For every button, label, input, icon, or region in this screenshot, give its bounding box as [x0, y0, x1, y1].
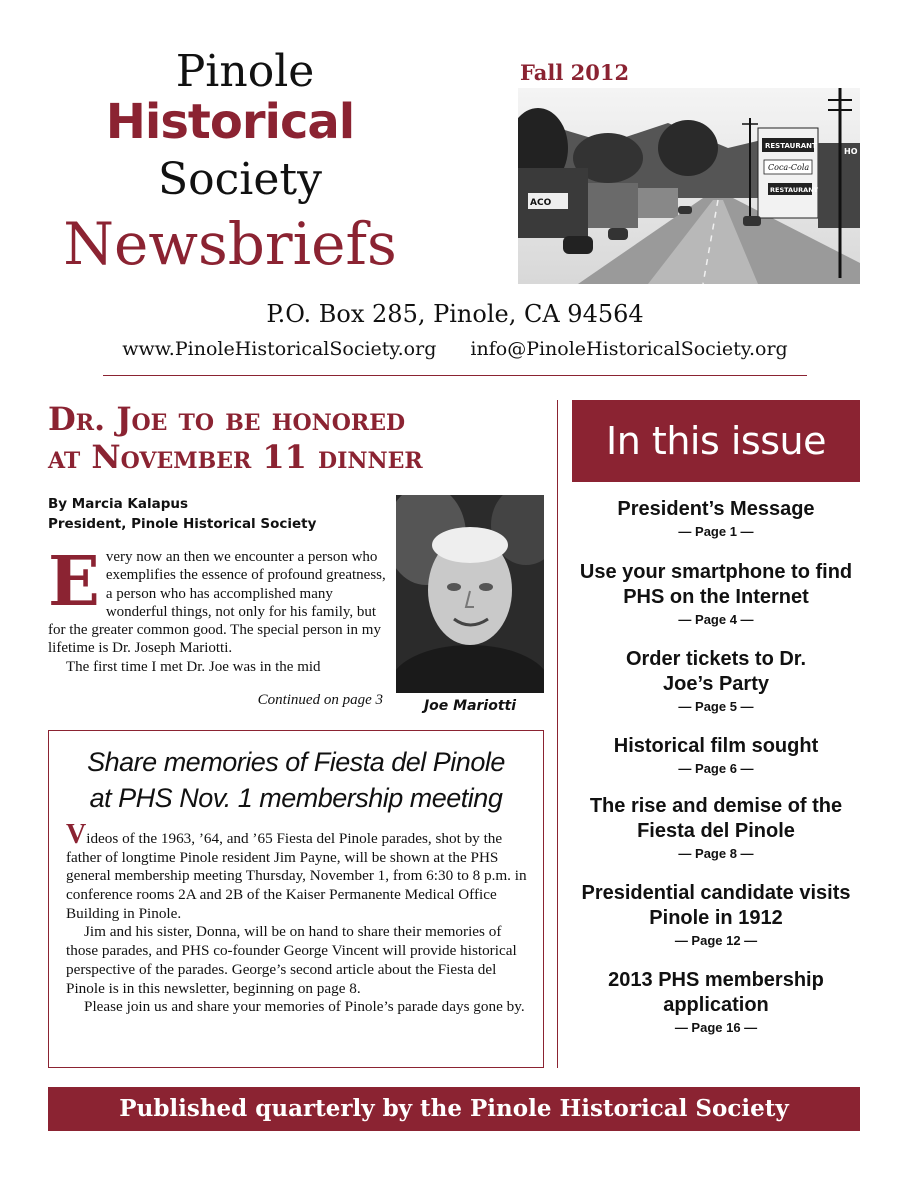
- toc-item-title: Order tickets to Dr. Joe’s Party: [625, 648, 807, 695]
- photo-caption: Joe Mariotti: [423, 698, 517, 714]
- toc-item-page: — Page 16 —: [674, 1020, 758, 1035]
- article-headline: [48, 400, 548, 477]
- toc-item-title: The rise and demise of the Fiesta del Pinole: [589, 795, 843, 842]
- toc-item-title: Historical film sought: [613, 735, 819, 757]
- fiesta-paragraph-2: Jim and his sister, Donna, will be on hand to share their memories of those parades, and PHS co-founder George Vincent will provide historical perspective of the parades. George’s second article about the Fiesta del Pinole is in this newsletter, beginning on page 8.: [66, 923, 517, 997]
- fiesta-paragraph-1: [66, 819, 530, 923]
- toc-item-page: — Page 1 —: [678, 524, 754, 539]
- headline-line-1: Dr. Joe to be honored: [48, 400, 406, 438]
- toc-item-page: — Page 5 —: [678, 699, 754, 714]
- in-this-issue-header: In this issue: [572, 400, 860, 482]
- toc-item-title: President’s Message: [617, 498, 815, 520]
- masthead-divider: [103, 375, 807, 376]
- toc-item-fiesta-history[interactable]: [572, 794, 860, 861]
- toc-item-presidential-candidate[interactable]: [572, 881, 860, 948]
- article-paragraph-2: The first time I met Dr. Joe was in the mid: [66, 658, 321, 675]
- website-link[interactable]: www.PinoleHistoricalSociety.org: [122, 338, 437, 360]
- masthead-society: Society: [158, 154, 322, 205]
- toc-item-page: — Page 12 —: [674, 933, 758, 948]
- article-para1-text: very now an then we encounter a person who exemplifies the essence of profound greatness, a person who has accomplished many wonderful things, not only for his family, but for the greater common good. The special person in my lifetime is Dr. Joseph Mariotti.: [48, 549, 386, 657]
- fiesta-headline-line-1: Share memories of Fiesta del Pinole: [87, 747, 505, 777]
- masthead-historical: Historical: [105, 94, 355, 150]
- fiesta-dropcap: V: [66, 819, 87, 850]
- photo-sign-restaurant-2: RESTAURANT: [770, 186, 819, 194]
- toc-item-page: — Page 6 —: [678, 761, 754, 776]
- byline-title: President, Pinole Historical Society: [48, 515, 317, 532]
- byline-author: By Marcia Kalapus: [48, 496, 189, 512]
- fiesta-para1-text: ideos of the 1963, ’64, and ’65 Fiesta del Pinole parades, shot by the father of longtime Pinole resident Jim Payne, will be shown at the PHS general membership meeting Thursday, November 1, from 6:30 to 8 p.m. in conference rooms 2A and 2B of the Kaiser Permanente Medical Office Building in Pinole.: [66, 830, 527, 922]
- article-byline: [48, 495, 378, 534]
- toc-item-page: — Page 4 —: [678, 612, 754, 627]
- mailing-address: P.O. Box 285, Pinole, CA 94564: [266, 300, 644, 328]
- toc-item-title: 2013 PHS membership application: [608, 969, 824, 1016]
- toc-item-membership-application[interactable]: [572, 968, 860, 1035]
- toc-item-title: Presidential candidate visits Pinole in 1912: [581, 882, 851, 929]
- toc-item-title: Use your smartphone to find PHS on the Internet: [579, 561, 853, 608]
- column-divider: [557, 400, 558, 1068]
- street-photo: [518, 88, 860, 284]
- portrait-photo: [396, 495, 544, 693]
- article-body: [48, 542, 388, 676]
- email-link[interactable]: info@PinoleHistoricalSociety.org: [470, 338, 788, 360]
- masthead-newsbriefs: Newsbriefs: [63, 210, 397, 278]
- photo-sign-restaurant: RESTAURANT: [765, 142, 817, 150]
- fiesta-headline-line-2: at PHS Nov. 1 membership meeting: [89, 783, 503, 814]
- fiesta-headline: [60, 744, 532, 817]
- headline-line-2: at November 11 dinner: [48, 438, 423, 477]
- photo-sign-ho: HO: [844, 147, 858, 156]
- toc-item-page: — Page 8 —: [678, 846, 754, 861]
- toc-item-smartphone[interactable]: [572, 560, 860, 627]
- fiesta-paragraph-3: Please join us and share your memories of Pinole’s parade days gone by.: [84, 998, 525, 1016]
- continued-link[interactable]: Continued on page 3: [257, 692, 383, 708]
- photo-sign-cocacola: Coca-Cola: [768, 163, 810, 172]
- toc-item-historical-film[interactable]: [572, 734, 860, 776]
- issue-date: Fall 2012: [520, 60, 630, 85]
- article-paragraph-1: [48, 542, 388, 658]
- toc-item-presidents-message[interactable]: [572, 497, 860, 539]
- article-dropcap: E: [48, 542, 100, 622]
- fiesta-body: [66, 819, 530, 1017]
- footer-banner: Published quarterly by the Pinole Historical Society: [48, 1087, 860, 1131]
- masthead-pinole: Pinole: [175, 46, 315, 97]
- photo-sign-aco: ACO: [530, 198, 552, 208]
- toc-item-order-tickets[interactable]: [572, 647, 860, 714]
- contact-line: [0, 338, 910, 360]
